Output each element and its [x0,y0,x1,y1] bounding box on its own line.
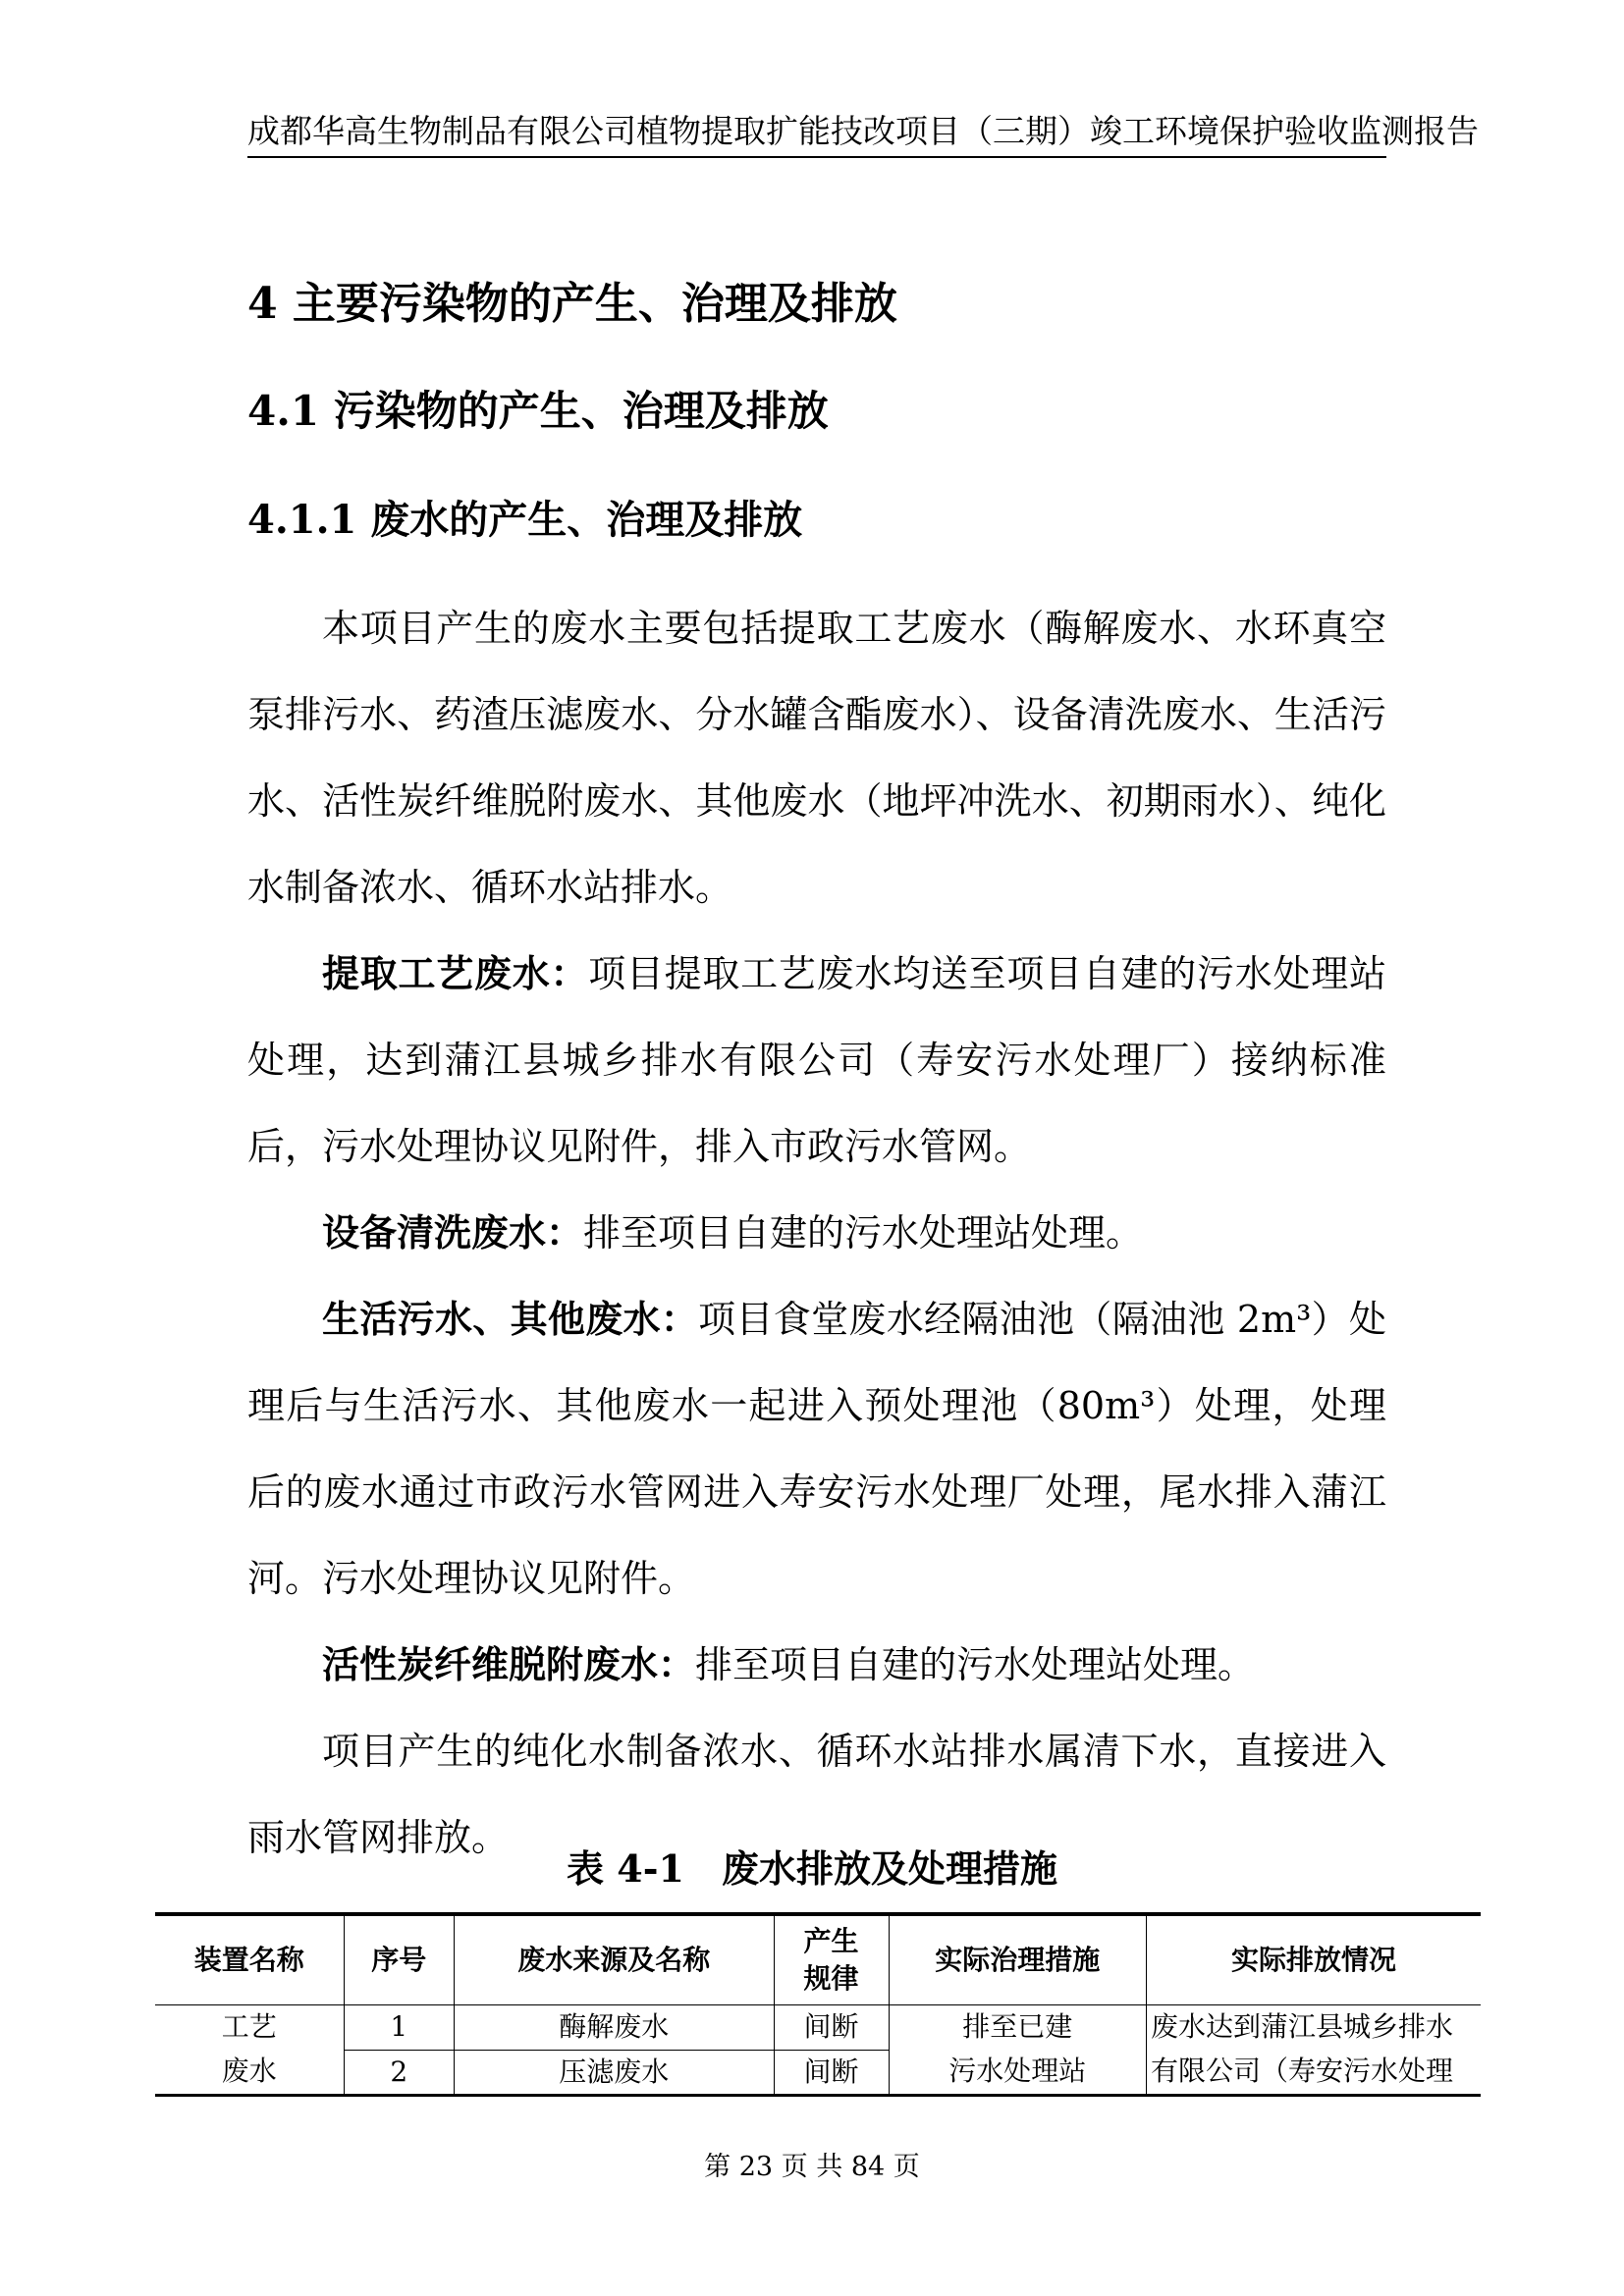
table-row [155,2004,1481,2050]
col-treatment-measures: 实际治理措施 [889,1914,1147,2004]
table-title: 废水排放及处理措施 [721,1846,1057,1891]
paragraph-label: 提取工艺废水： [322,951,589,995]
device-name-cell: 废水 [155,2050,344,2095]
device-name-cell: 工艺 [155,2004,344,2050]
source-cell: 酶解废水 [455,2004,775,2050]
treatment-cell: 污水处理站 [889,2050,1147,2095]
page-footer: 第 23 页 共 84 页 [704,2152,920,2182]
col-device-name: 装置名称 [155,1914,344,2004]
paragraph-text: 项目食堂废水经隔油池（隔油池 2m³）处理后与生活污水、其他废水一起进入预处理池（80m³）处理，处理后的废水通过市政污水管网进入寿安污水处理厂处理，尾水排入蒲江河。污水处理协议见附件。 [247,1298,1386,1600]
paragraph-text: 项目提取工艺废水均送至项目自建的污水处理站处理，达到蒲江县城乡排水有限公司（寿安污水处理厂）接纳标准后，污水处理协议见附件，排入市政污水管网。 [247,952,1386,1168]
treatment-cell: 排至已建 [889,2004,1147,2050]
paragraph-label: 活性炭纤维脱附废水： [322,1642,696,1686]
emission-cell: 废水达到蒲江县城乡排水 [1147,2004,1482,2050]
carbon-fiber-desorption-paragraph [247,1622,1386,1708]
table-caption [0,1842,1624,1896]
paragraph-label: 生活污水、其他废水： [322,1297,699,1341]
table-row [155,2050,1481,2095]
intro-paragraph: 本项目产生的废水主要包括提取工艺废水（酶解废水、水环真空泵排污水、药渣压滤废水、分水罐含酯废水）、设备清洗废水、生活污水、活性炭纤维脱附废水、其他废水（地坪冲洗水、初期雨水）、纯化水制备浓水、循环水站排水。 [247,607,1386,909]
emission-cell: 有限公司（寿安污水处理 [1147,2050,1482,2095]
domestic-sewage-paragraph [247,1276,1386,1622]
table-header-row [155,1914,1481,2004]
process-wastewater-paragraph [247,931,1386,1190]
section-heading: 4.1 污染物的产生、治理及排放 [247,387,829,435]
equipment-cleaning-paragraph [247,1190,1386,1276]
header-rule [247,156,1386,158]
sequence-cell: 2 [344,2050,455,2095]
chapter-heading: 4 主要污染物的产生、治理及排放 [247,279,897,329]
paragraph-text: 排至项目自建的污水处理站处理。 [583,1211,1144,1255]
pattern-cell: 间断 [774,2050,889,2095]
pattern-cell: 间断 [774,2004,889,2050]
wastewater-table [155,1912,1481,2097]
col-generation-pattern: 产生 规律 [774,1914,889,2004]
col-emission-status: 实际排放情况 [1147,1914,1482,2004]
paragraph-text: 排至项目自建的污水处理站处理。 [695,1643,1256,1686]
source-cell: 压滤废水 [455,2050,775,2095]
running-header: 成都华高生物制品有限公司植物提取扩能技改项目（三期）竣工环境保护验收监测报告 [247,112,1479,150]
clean-water-paragraph: 项目产生的纯化水制备浓水、循环水站排水属清下水，直接进入雨水管网排放。 [247,1730,1386,1859]
col-wastewater-source: 废水来源及名称 [455,1914,775,2004]
subsection-heading: 4.1.1 废水的产生、治理及排放 [247,497,803,543]
sequence-cell: 1 [344,2004,455,2050]
paragraph-label: 设备清洗废水： [322,1210,584,1255]
table-number: 表 4-1 [567,1846,684,1891]
col-sequence: 序号 [344,1914,455,2004]
